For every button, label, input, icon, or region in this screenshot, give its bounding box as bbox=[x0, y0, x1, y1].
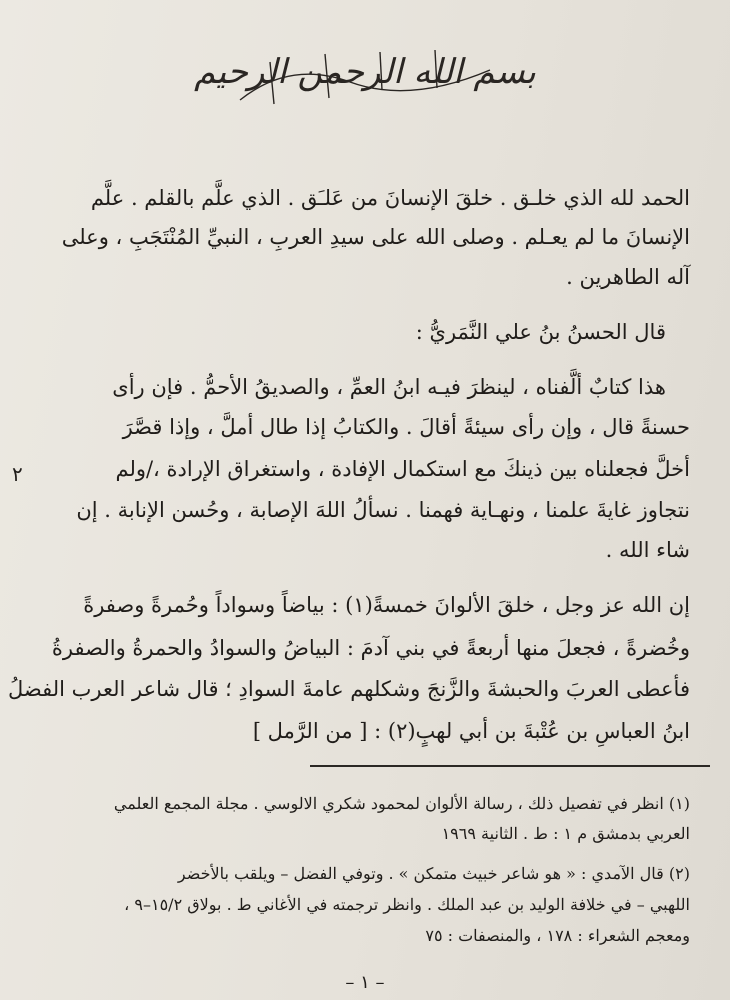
text-line: نتجاوز غايةَ علمنا ، ونهـاية فهمنا . نسألُ اللهَ الإصابة ، وحُسن الإنابة . إن bbox=[76, 498, 690, 522]
text-line: ابنُ العباسِ بن عُتْبةَ بن أبي لهبٍ(٢) : [ من الرَّمل ] bbox=[252, 719, 690, 743]
speaker-line: قال الحسنُ بنُ علي النَّمَريُّ : bbox=[415, 320, 666, 344]
basmala-header bbox=[0, 0, 730, 140]
footnote-line: (١) انظر في تفصيل ذلك ، رسالة الألوان لمحمود شكري الالوسي . مجلة المجمع العلمي bbox=[113, 794, 690, 813]
page-number: – ١ – bbox=[345, 972, 385, 993]
footnote-line: العربي بدمشق م ١ : ط . الثانية ١٩٦٩ bbox=[441, 824, 690, 843]
text-line: الإنسانَ ما لم يعـلم . وصلى الله على سيدِ العربِ ، النبيِّ المُنْتَجَبِ ، وعلى bbox=[61, 225, 690, 249]
footnote-line: اللهبي – في خلافة الوليد بن عبد الملك . وانظر ترجمته في الأغاني ط . بولاق ١٥/٢–٩ ، bbox=[124, 895, 690, 914]
footnote-line: ومعجم الشعراء : ١٧٨ ، والمنصفات : ٧٥ bbox=[425, 926, 690, 945]
text-line: هذا كتابٌ ألَّفناه ، لينظرَ فيـه ابنُ العمِّ ، والصديقُ الأحمُّ . فإن رأى bbox=[112, 375, 666, 399]
text-line: وخُضرةً ، فجعلَ منها أربعةً في بني آدمَ : البياضُ والسوادُ والحمرةُ والصفرةُ bbox=[51, 636, 690, 660]
footnote-line: (٢) قال الآمدي : « هو شاعر خبيث متمكن » . وتوفي الفضل – ويلقب بالأخضر bbox=[177, 864, 690, 883]
margin-marker: ٢ bbox=[12, 462, 23, 486]
text-line: آله الطاهرين . bbox=[566, 265, 690, 289]
text-line: حسنةً قال ، وإن رأى سيئةً أقالَ . والكتابُ إذا طال أملَّ ، وإذا قصَّرَ bbox=[122, 415, 690, 439]
text-line: شاء الله . bbox=[605, 538, 690, 562]
text-line: إن الله عز وجل ، خلقَ الألوانَ خمسةً(١) : بياضاً وسواداً وحُمرةً وصفرةً bbox=[83, 593, 690, 617]
text-line: أخلَّ فجعلناه بين ذينكَ مع استكمال الإفادة ، واستغراق الإرادة ،/ولم bbox=[115, 457, 690, 481]
text-line: الحمد لله الذي خلـق . خلقَ الإنسانَ من عَلـَق . الذي علَّم بالقلم . علَّم bbox=[90, 186, 690, 210]
basmala-text: بسم الله الرحمن الرحيم bbox=[194, 52, 536, 92]
footnote-divider bbox=[310, 765, 710, 767]
text-line: فأعطى العربَ والحبشةَ والزَّنجَ وشكلهم عامةَ السوادِ ؛ قال شاعر العرب الفضلُ bbox=[7, 677, 690, 701]
